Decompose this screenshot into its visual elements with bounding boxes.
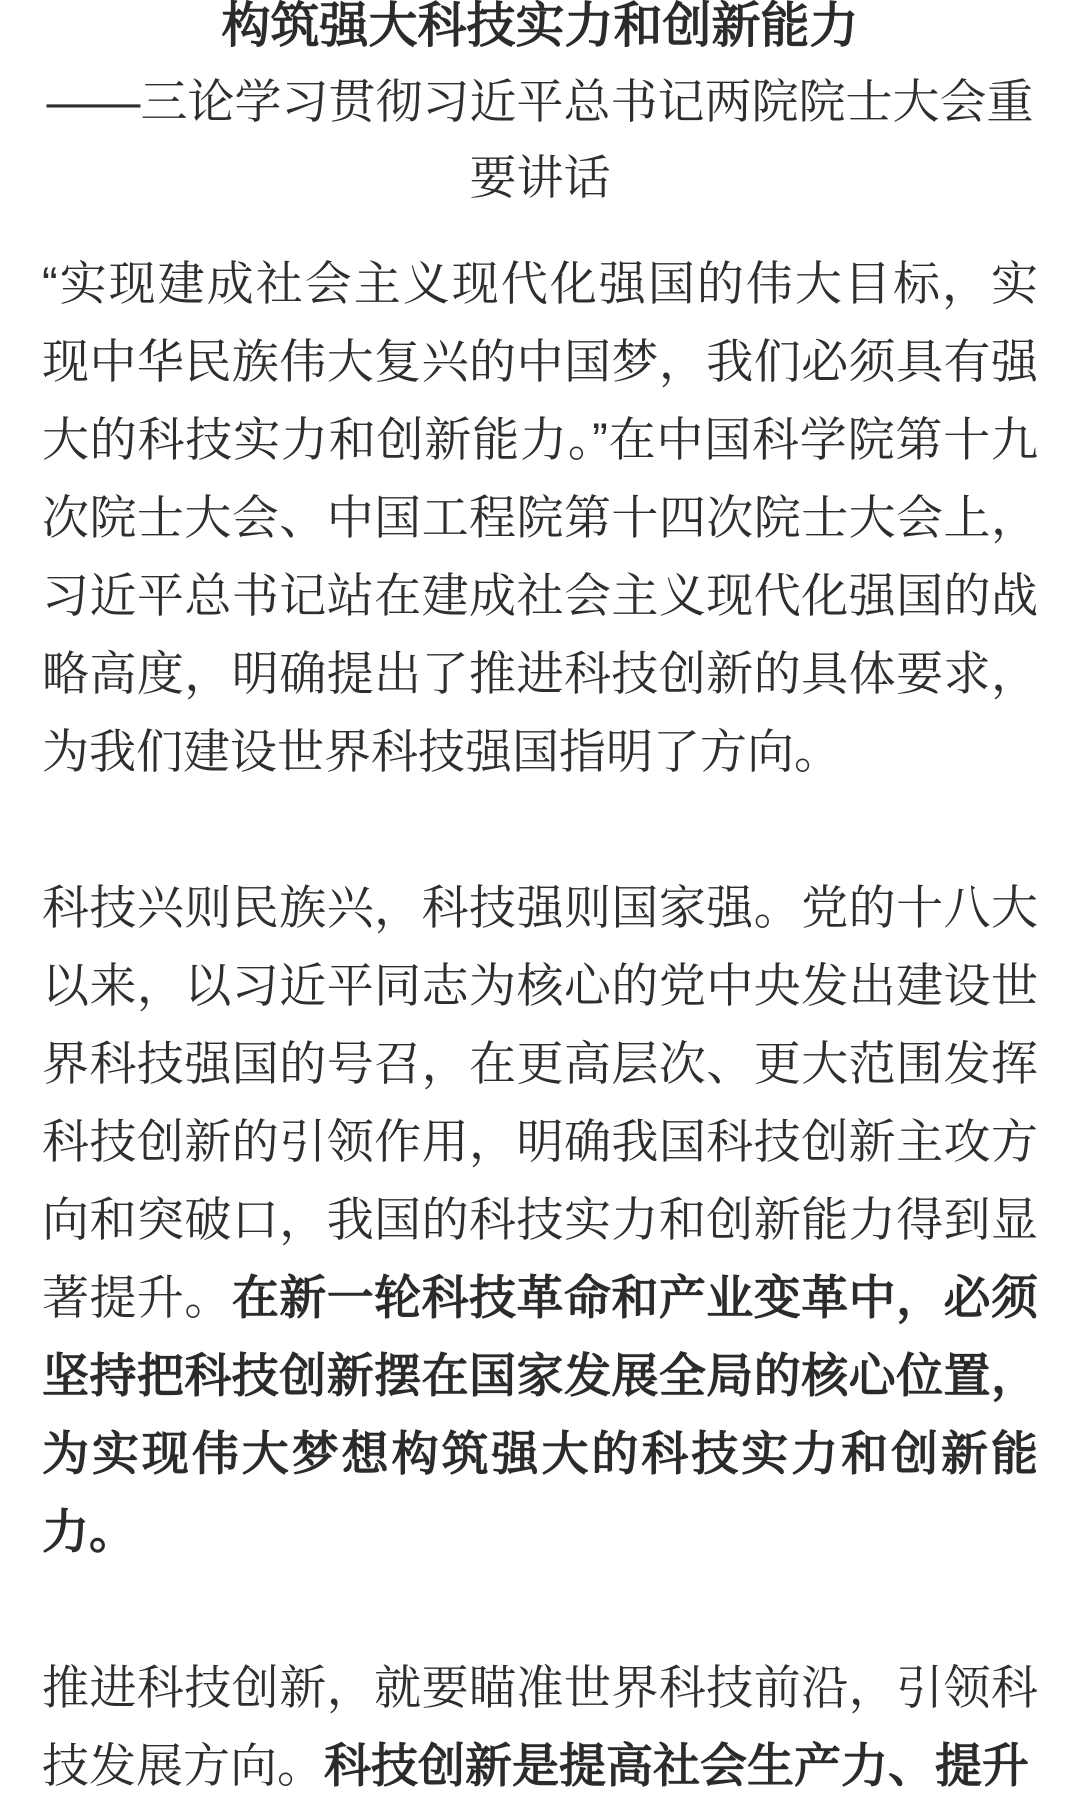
paragraph-run-bold: 科技创新是提高社会生产力、提升 [324,1739,1029,1792]
paragraph-run: 科技兴则民族兴，科技强则国家强。党的十八大以来，以习近平同志为核心的党中央发出建设世界科技强国的号召，在更高层次、更大范围发挥科技创新的引领作用，明确我国科技创新主攻方向和突破口，我国的科技实力和创新能力得到显著提升。 [42,881,1038,1324]
paragraph-run: “实现建成社会主义现代化强国的伟大目标，实现中华民族伟大复兴的中国梦，我们必须具有强大的科技实力和创新能力。”在中国科学院第十九次院士大会、中国工程院第十四次院士大会上，习近平总书记站在建成社会主义现代化强国的战略高度，明确提出了推进科技创新的具体要求，为我们建设世界科技强国指明了方向。 [42,257,1038,778]
paragraph [42,1649,1038,1805]
article-title: 构筑强大科技实力和创新能力 [221,0,859,53]
article-header [42,0,1038,216]
paragraph [42,245,1038,791]
paragraph-run-bold: 在新一轮科技革命和产业变革中，必须坚持把科技创新摆在国家发展全局的核心位置，为实现伟大梦想构筑强大的科技实力和创新能力。 [42,1271,1039,1558]
article-subtitle: ——三论学习贯彻习近平总书记两院院士大会重要讲话 [46,75,1034,204]
article-body [42,245,1038,1805]
paragraph-run: 推进科技创新，就要瞄准世界科技前沿，引领科技发展方向。 [42,1661,1038,1792]
paragraph [42,869,1038,1571]
